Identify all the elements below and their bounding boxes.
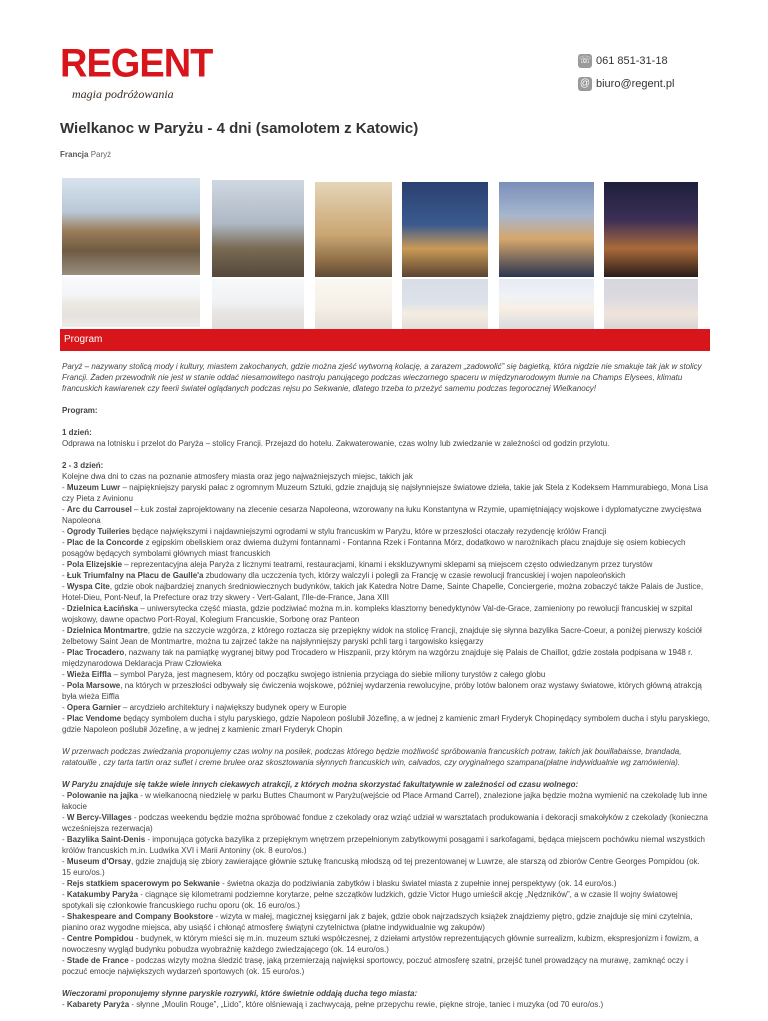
extras-heading: W Paryżu znajduje się także wiele innych ciekawych atrakcji, z których można skorzystać fakultatywnie w zależności od czasu wolnego: — [62, 780, 579, 789]
email-address[interactable]: biuro@regent.pl — [596, 78, 675, 90]
list-item: - Opera Garnier – arcydzieło architektury i największy budynek opery w Europie — [62, 703, 347, 712]
list-item-desc: – symbol Paryża, jest magnesem, który od początku swojego istnienia przyciąga do siebie miliony turystów z całego globu — [111, 670, 546, 679]
list-item: - Centre Pompidou - budynek, w którym mieści się m.in. muzeum sztuki współczesnej, z dziełami artystów reprezentujących głównie surrealizm, kubizm, ekspresjonizm i fowizm, a nowoczesny wygląd budynku pobudza wyobraźnię każdego zwiedzającego (ok. 14 euro/os.) — [62, 934, 699, 954]
list-item-desc: - w wielkanocną niedzielę w parku Buttes Chaumont w Paryżu(wejście od Place Armand Carrel), znalezione jajka będzie można wymienić na czekoladę lub inne łakocie — [62, 791, 708, 811]
contact-box — [578, 52, 674, 98]
list-item-name: Polowanie na jajka — [66, 791, 139, 800]
list-item: - Plac Vendome będący symbolem ducha i stylu paryskiego, gdzie Napoleon poślubił Józefinę, a w jednej z kamienic zmarł Fryderyk Chopinędący symbolem ducha i stylu paryskiego, gdzie Napoleon poślubił Józefinę, a w jednej z kamienic zmarł Fryderyk Chopin — [62, 714, 710, 734]
list-item: - Kabarety Paryża - słynne „Moulin Rouge”, „Lido”, które olśniewają i zachwycają, pełne przepychu rewie, piękne stroje, taniec i muzyka (od 70 euro/os.) — [62, 1000, 604, 1009]
list-item-desc: - imponująca gotycka bazylika z przepięknym wnętrzem przepełnionym zabytkowymi posągami i sarkofagami, będąca miejscem pochówku niemal wszystkich królów francuskich m.in. Ludwika XVI i Marii Antoniny (ok. 8 euro/os.) — [62, 835, 705, 855]
list-item-name: Bazylika Saint-Denis — [66, 835, 146, 844]
intro-text: Paryż – nazywany stolicą mody i kultury, miastem zakochanych, gdzie można zjeść wytworną kolację, a zarazem „zadowolić” się bagietką, która nigdzie nie smakuje tak jak w stolicy Francji. Żaden przewodnik nie jest w stanie oddać niesamowitego nastroju panującego podczas wieczornego spaceru w międzynarodowym tłumie na Champs Elysees, klimatu francuskich kawiarenek czy feerii świateł oglądanych podczas rejsu po Sekwanie, dlatego trzeba to przeżyć samemu podczas tegorocznej Wielkanocy! — [62, 362, 702, 393]
list-item-desc: zbudowany dla uczczenia tych, którzy walczyli i polegli za Francję w czasie rewolucji francuskiej i wojen napoleońskich — [203, 571, 626, 580]
list-item-name: Plac Trocadero — [66, 648, 125, 657]
list-item-name: Wyspa Cite — [66, 582, 110, 591]
photo-night-city[interactable] — [604, 182, 698, 277]
list-item-desc: , gdzie znajdują się zbiory zawierające głównie sztukę francuską młodszą od tej prezentowanej w Luwrze, ale starszą od zbiorów Centre Georges Pompidou (ok. 15 euro/os.) — [62, 857, 700, 877]
list-item-name: Dzielnica Montmartre — [66, 626, 148, 635]
list-item: - Rejs statkiem spacerowym po Sekwanie - świetna okazja do podziwiania zabytków i blasku świateł miasta z zupełnie innej perspektywy (ok. 14 euro/os.) — [62, 879, 617, 888]
list-item: - Wieża Eiffla – symbol Paryża, jest magnesem, który od początku swojego istnienia przyciąga do siebie miliony turystów z całego globu — [62, 670, 546, 679]
list-item: - W Bercy-Villages - podczas weekendu będzie można spróbować fondue z czekolady oraz wziąć udział w warsztatach produkowania i dekoracji smakołyków z czekolady (konieczna wcześniejsza rezerwacja) — [62, 813, 708, 833]
list-item-name: Łuk Triumfalny na Placu de Gaulle'a — [66, 571, 204, 580]
list-item-name: Opera Garnier — [66, 703, 121, 712]
list-item-desc: – arcydzieło architektury i największy budynek opery w Europie — [120, 703, 347, 712]
list-item-name: Kabarety Paryża — [66, 1000, 130, 1009]
list-item: - Shakespeare and Company Bookstore - wizyta w małej, magicznej księgarni jak z bajek, gdzie obok najrzadszych książek znajdziemy piętro, gdzie znajduje się mini czytelnia, pianino oraz wygodne miejsca, aby usiąść i chłonąć atmosferę świątyni czytelnictwa (płatne indywidualnie wg zakupów) — [62, 912, 693, 932]
list-item-name: Museum d'Orsay — [66, 857, 132, 866]
phone-number[interactable]: 061 851-31-18 — [596, 55, 668, 67]
list-item-name: Centre Pompidou — [66, 934, 134, 943]
photo-reflection — [212, 279, 304, 329]
day23-text: Kolejne dwa dni to czas na poznanie atmosfery miasta oraz jego najważniejszych miejsc, takich jak — [62, 472, 413, 481]
list-item: - Museum d'Orsay, gdzie znajdują się zbiory zawierające głównie sztukę francuską młodszą od tej prezentowanej w Luwrze, ale starszą od zbiorów Centre Georges Pompidou (ok. 15 euro/os.) — [62, 857, 700, 877]
list-item-desc: , gdzie obok najbardziej znanych średniowiecznych budynków, takich jak Katedra Notre Dame, Sainte Chapelle, Conciergerie, można zobaczyć także Palais de Justice, Hotel-Dieu, Pont-Neuf, la Prefecture oraz trzy skwery - Vert-Galant, l'Ile-de-France, Jana XIII — [62, 582, 704, 602]
list-item: - Dzielnica Łacińska – uniwersytecka część miasta, gdzie podziwiać można m.in. kompleks klasztorny benedyktynów Val-de-Grace, zamieniony po rewolucji francuskiej w szpital wojskowy, dawne opactwo Port-Royal, Kolegium Francuskie, Sorbonę oraz Panteon — [62, 604, 693, 624]
list-item: - Plac de la Concorde z egipskim obeliskiem oraz dwiema dużymi fontannami - Fontanna Rzek i Fontanna Mórz, dodatkowo w narożnikach placu znajduje się osiem kobiecych posągów będących symbolami głównych miast francuskich — [62, 538, 686, 558]
photo-eiffel-tower[interactable] — [402, 182, 488, 277]
extras-block — [62, 779, 710, 977]
list-item-name: Pola Elizejskie — [66, 560, 123, 569]
phone-icon: ☏ — [578, 55, 592, 66]
email-row — [578, 75, 674, 93]
list-item-desc: - budynek, w którym mieści się m.in. muzeum sztuki współczesnej, z dziełami artystów reprezentujących głównie surrealizm, kubizm, ekspresjonizm i fowizm, a nowoczesny wygląd budynku pobudza wyobraźnię każdego zwiedzającego (ok. 14 euro/os.) — [62, 934, 699, 954]
list-item-name: Pola Marsowe — [66, 681, 121, 690]
list-item-desc: - ciągnące się kilometrami podziemne korytarze, pełne szczątków ludzkich, gdzie Victor Hugo umieścił akcję „Nędzników”, a w czasie II wojny światowej spotykali się członkowie francuskiego ruchu oporu (ok. 16 euro/os.) — [62, 890, 678, 910]
food-note: W przerwach podczas zwiedzania proponujemy czas wolny na posiłek, podczas którego będzie możliwość spróbowania francuskich potraw, takich jak bouillabaisse, brandada, ratatouille , czy tarta tartin oraz suflet i creme brulee oraz skosztowania słynnych francuskich win, calvados, czy oryginalnego szampana(płatne indywidualnie wg zamówienia). — [62, 747, 682, 767]
regent-logo[interactable] — [60, 41, 213, 103]
list-item-desc: – reprezentacyjna aleja Paryża z licznymi teatrami, restauracjami, kinami i ekskluzywnymi sklepami są miejscem często odwiedzanym przez turystów — [122, 560, 653, 569]
photo-reflection — [402, 279, 488, 329]
list-item: - Polowanie na jajka - w wielkanocną niedzielę w parku Buttes Chaumont w Paryżu(wejście od Place Armand Carrel), znalezione jajka będzie można wymienić na czekoladę lub inne łakocie — [62, 791, 708, 811]
day1-block — [62, 427, 710, 449]
list-item: - Arc du Carrousel – Łuk został zaprojektowany na zlecenie cesarza Napoleona, wzorowany na łuku Konstantyna w Rzymie, upamiętniający wojskowe i dyplomatyczne zwycięstwa Napoleona — [62, 505, 702, 525]
list-item: - Bazylika Saint-Denis - imponująca gotycka bazylika z przepięknym wnętrzem przepełnionym zabytkowymi posągami i sarkofagami, będąca miejscem pochówku niemal wszystkich królów francuskich m.in. Ludwika XVI i Marii Antoniny (ok. 8 euro/os.) — [62, 835, 705, 855]
photo-seine-bridge[interactable] — [499, 182, 594, 277]
list-item: - Pola Marsowe, na których w przeszłości odbywały się ćwiczenia wojskowe, później wydarzenia rewolucyjne, próby lotów balonem oraz wystawy światowe, których główną atrakcją była wieża Eiffla — [62, 681, 702, 701]
list-item-desc: - wizyta w małej, magicznej księgarni jak z bajek, gdzie obok najrzadszych książek znajdziemy piętro, gdzie znajduje się mini czytelnia, pianino oraz wygodne miejsca, aby usiąść i chłonąć atmosferę świątyni czytelnictwa (płatne indywidualnie wg zakupów) — [62, 912, 693, 932]
photo-reflection — [604, 279, 698, 329]
photo-column[interactable] — [315, 182, 392, 277]
list-item-desc: - świetna okazja do podziwiania zabytków i blasku świateł miasta z zupełnie innej perspektywy (ok. 14 euro/os.) — [219, 879, 617, 888]
photo-obelisk[interactable] — [212, 180, 304, 277]
phone-row — [578, 52, 674, 70]
list-item: - Wyspa Cite, gdzie obok najbardziej znanych średniowiecznych budynków, takich jak Katedra Notre Dame, Sainte Chapelle, Conciergerie, można zobaczyć także Palais de Justice, Hotel-Dieu, Pont-Neuf, la Prefecture oraz trzy skwery - Vert-Galant, l'Ile-de-France, Jana XIII — [62, 582, 704, 602]
list-item-name: Katakumby Paryża — [66, 890, 139, 899]
list-item-desc: – najpiękniejszy paryski pałac z ogromnym Muzeum Sztuki, gdzie znajdują się najsłynniejsze światowe dzieła, takie jak Stela z Kodeksem Hammurabiego, Mona Lisa czy Pieta z Avinionu — [62, 483, 709, 503]
list-item-name: Rejs statkiem spacerowym po Sekwanie — [66, 879, 220, 888]
page-title: Wielkanoc w Paryżu - 4 dni (samolotem z Katowic) — [60, 120, 419, 137]
list-item-desc: – uniwersytecka część miasta, gdzie podziwiać można m.in. kompleks klasztorny benedyktynów Val-de-Grace, zamieniony po rewolucji francuskiej w szpital wojskowy, dawne opactwo Port-Royal, Kolegium Francuskie, Sorbonę oraz Panteon — [62, 604, 693, 624]
list-item-desc: z egipskim obeliskiem oraz dwiema dużymi fontannami - Fontanna Rzek i Fontanna Mórz, dodatkowo w narożnikach placu znajduje się osiem kobiecych posągów będących symbolami głównych miast francuskich — [62, 538, 686, 558]
evening-block — [62, 988, 710, 1010]
list-item-name: Ogrody Tuileries — [66, 527, 130, 536]
photo-gallery — [62, 172, 710, 327]
photo-reflection — [499, 279, 594, 329]
list-item-desc: będące największymi i najdawniejszymi ogrodami w stylu francuskim w Paryżu, które w przeszłości otaczały rezydencję królów Francji — [129, 527, 607, 536]
evening-heading: Wieczorami proponujemy słynne paryskie rozrywki, które świetnie oddają ducha tego miasta: — [62, 989, 418, 998]
list-item-desc: , na których w przeszłości odbywały się ćwiczenia wojskowe, później wydarzenia rewolucyjne, próby lotów balonem oraz wystawy światowe, których główną atrakcją była wieża Eiffla — [62, 681, 702, 701]
list-item-name: W Bercy-Villages — [66, 813, 132, 822]
breadcrumb — [60, 150, 111, 159]
list-item: - Łuk Triumfalny na Placu de Gaulle'a zbudowany dla uczczenia tych, którzy walczyli i polegli za Francję w czasie rewolucji francuskiej i wojen napoleońskich — [62, 571, 626, 580]
list-item: - Ogrody Tuileries będące największymi i najdawniejszymi ogrodami w stylu francuskim w Paryżu, które w przeszłości otaczały rezydencję królów Francji — [62, 527, 607, 536]
list-item-name: Plac de la Concorde — [66, 538, 144, 547]
list-item-desc: - słynne „Moulin Rouge”, „Lido”, które olśniewają i zachwycają, pełne przepychu rewie, piękne stroje, taniec i muzyka (od 70 euro/os.) — [129, 1000, 604, 1009]
day1-heading: 1 dzień: — [62, 428, 92, 437]
breadcrumb-city[interactable]: Paryż — [90, 150, 112, 159]
logo-tagline: magia podróżowania — [72, 87, 174, 101]
list-item-desc: - podczas weekendu będzie można spróbować fondue z czekolady oraz wziąć udział w warsztatach produkowania i dekoracji smakołyków z czekolady (konieczna wcześniejsza rezerwacja) — [62, 813, 708, 833]
day1-text: Odprawa na lotnisku i przelot do Paryża – stolicy Francji. Przejazd do hotelu. Zakwaterowanie, czas wolny lub zwiedzanie w zależności od godzin przylotu. — [62, 439, 610, 448]
list-item: - Dzielnica Montmartre, gdzie na szczycie wzgórza, z którego roztacza się przepiękny widok na stolicę Francji, znajduje się słynna bazylika Sacre-Coeur, a poniżej pierwszy kościół żelbetowy Saint Jean de Montmartre, można tu zajrzeć także na najsłynniejszy paryski pchli targ i targowisko księgarzy — [62, 626, 702, 646]
list-item-name: Shakespeare and Company Bookstore — [66, 912, 214, 921]
logo-brand: REGENT — [60, 41, 213, 87]
list-item-desc: - podczas wizyty można śledzić trasę, jaką przemierzają najwięksi sportowcy, poczuć atmosferę szatni, przejść tunel prowadzący na murawę, zamknąć oczy i poczuć emocje największych wydarzeń sportowych (ok. 15 euro/os.) — [62, 956, 688, 976]
list-item-desc: , gdzie na szczycie wzgórza, z którego roztacza się przepiękny widok na stolicę Francji, znajduje się słynna bazylika Sacre-Coeur, a poniżej pierwszy kościół żelbetowy Saint Jean de Montmartre, można tu zajrzeć także na najsłynniejszy paryski pchli targ i targowisko księgarzy — [62, 626, 702, 646]
list-item-name: Wieża Eiffla — [66, 670, 112, 679]
program-content — [62, 361, 710, 1021]
list-item: - Muzeum Luwr – najpiękniejszy paryski pałac z ogromnym Muzeum Sztuki, gdzie znajdują się najsłynniejsze światowe dzieła, takie jak Stela z Kodeksem Hammurabiego, Mona Lisa czy Pieta z Avinionu — [62, 483, 709, 503]
section-header-program: Program — [60, 329, 710, 351]
list-item: - Pola Elizejskie – reprezentacyjna aleja Paryża z licznymi teatrami, restauracjami, kinami i ekskluzywnymi sklepami są miejscem często odwiedzanym przez turystów — [62, 560, 653, 569]
list-item-desc: – Łuk został zaprojektowany na zlecenie cesarza Napoleona, wzorowany na łuku Konstantyna w Rzymie, upamiętniający wojskowe i dyplomatyczne zwycięstwa Napoleona — [62, 505, 702, 525]
list-item: - Stade de France - podczas wizyty można śledzić trasę, jaką przemierzają najwięksi sportowcy, poczuć atmosferę szatni, przejść tunel prowadzący na murawę, zamknąć oczy i poczuć emocje największych wydarzeń sportowych (ok. 15 euro/os.) — [62, 956, 688, 976]
list-item-name: Stade de France — [66, 956, 129, 965]
at-icon: @ — [579, 78, 591, 89]
list-item: - Plac Trocadero, nazwany tak na pamiątkę wygranej bitwy pod Trocadero w Hiszpanii, przy którym na wzgórzu znajduje się Palais de Chaillot, gdzie została podpisana w 1948 r. międzynarodowa Deklaracja Praw Człowieka — [62, 648, 693, 668]
breadcrumb-country[interactable]: Francja — [60, 150, 89, 159]
list-item-name: Muzeum Luwr — [66, 483, 121, 492]
list-item-name: Plac Vendome — [66, 714, 122, 723]
day23-heading: 2 - 3 dzień: — [62, 461, 104, 470]
list-item-desc: , nazwany tak na pamiątkę wygranej bitwy pod Trocadero w Hiszpanii, przy którym na wzgórzu znajduje się Palais de Chaillot, gdzie została podpisana w 1948 r. międzynarodowa Deklaracja Praw Człowieka — [62, 648, 693, 668]
list-item-name: Arc du Carrousel — [66, 505, 132, 514]
program-label: Program: — [62, 406, 98, 415]
day23-block — [62, 460, 710, 735]
list-item-name: Dzielnica Łacińska — [66, 604, 139, 613]
list-item: - Katakumby Paryża - ciągnące się kilometrami podziemne korytarze, pełne szczątków ludzkich, gdzie Victor Hugo umieścił akcję „Nędzników”, a w czasie II wojny światowej spotykali się członkowie francuskiego ruchu oporu (ok. 16 euro/os.) — [62, 890, 678, 910]
photo-reflection — [315, 279, 392, 329]
photo-reflection — [62, 277, 200, 327]
photo-musee-orsay[interactable] — [62, 178, 200, 275]
list-item-desc: będący symbolem ducha i stylu paryskiego, gdzie Napoleon poślubił Józefinę, a w jednej z kamienic zmarł Fryderyk Chopinędący symbolem ducha i stylu paryskiego, gdzie Napoleon poślubił Józefinę, a w jednej z kamienic zmarł Fryderyk Chopin — [62, 714, 710, 734]
